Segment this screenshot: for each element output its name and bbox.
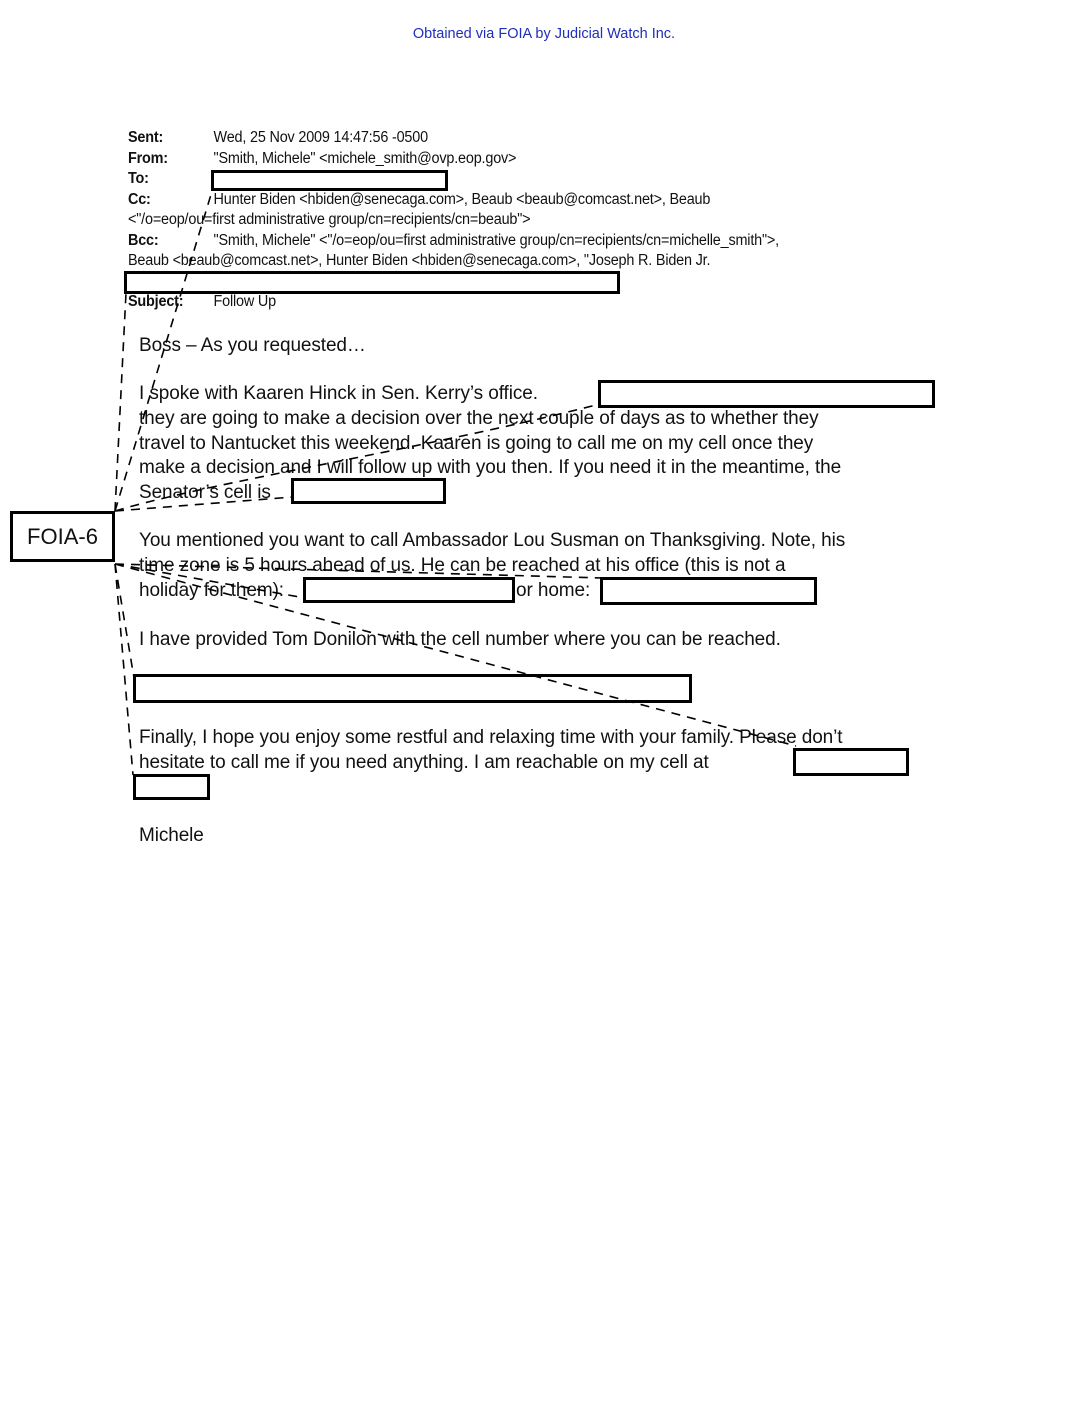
para2-line1: You mentioned you want to call Ambassador Lou Susman on Thanksgiving. Note, his bbox=[139, 530, 846, 551]
greeting: Boss – As you requested… bbox=[139, 335, 366, 356]
to-row bbox=[128, 169, 214, 190]
para2-line3a: holiday for them): bbox=[139, 579, 284, 601]
redaction-my-cell-part1 bbox=[793, 748, 909, 776]
cc-label: Cc: bbox=[128, 190, 151, 208]
sent-value: Wed, 25 Nov 2009 14:47:56 -0500 bbox=[213, 129, 428, 146]
signature: Michele bbox=[139, 825, 204, 846]
from-label: From: bbox=[128, 149, 168, 167]
redaction-senator-cell bbox=[291, 478, 446, 504]
para1-line3: travel to Nantucket this weekend. Kaaren is going to call me on my cell once they bbox=[139, 432, 814, 454]
bcc-row bbox=[128, 231, 779, 252]
para2-line3b: or home: bbox=[516, 579, 591, 601]
bcc-value-line2: Beaub <beaub@comcast.net>, Hunter Biden <hbiden@senecaga.com>, "Joseph R. Biden Jr. bbox=[128, 252, 711, 269]
bcc-row-cont bbox=[128, 251, 710, 272]
subject-row bbox=[128, 292, 276, 313]
para1-line2: they are going to make a decision over the next couple of days as to whether they bbox=[139, 408, 819, 429]
sent-row bbox=[128, 128, 428, 149]
cc-row-cont bbox=[128, 210, 530, 231]
to-label: To: bbox=[128, 170, 149, 187]
redaction-to bbox=[211, 170, 448, 191]
redaction-my-cell-part2 bbox=[133, 774, 210, 800]
foia-watermark: Obtained via FOIA by Judicial Watch Inc. bbox=[412, 26, 676, 42]
cc-value-line1: Hunter Biden <hbiden@senecaga.com>, Beaub <beaub@comcast.net>, Beaub bbox=[213, 190, 711, 208]
foia-exemption-label: FOIA-6 bbox=[10, 511, 115, 562]
leader-to-redaction-bcc bbox=[115, 293, 126, 511]
redaction-home-number bbox=[600, 577, 817, 605]
para4-line2: hesitate to call me if you need anything. I am reachable on my cell at bbox=[139, 751, 709, 773]
sent-label: Sent: bbox=[128, 129, 164, 146]
para1-line5: Senator’s cell is bbox=[139, 481, 271, 503]
redaction-bcc bbox=[124, 271, 620, 294]
leader-to-redaction-mycell2 bbox=[115, 564, 133, 775]
para2-line2: time zone is 5 hours ahead of us. He can be reached at his office (this is not a bbox=[139, 555, 786, 576]
bcc-value-line1: "Smith, Michele" <"/o=eop/ou=first administrative group/cn=recipients/cn=michelle_smith">, bbox=[213, 231, 779, 249]
redaction-office-number bbox=[303, 577, 515, 603]
para4-line1: Finally, I hope you enjoy some restful and relaxing time with your family. Please don’t bbox=[139, 727, 843, 748]
para1-line4: make a decision and I will follow up with you then. If you need it in the meantime, the bbox=[139, 457, 842, 478]
subject-value: Follow Up bbox=[213, 293, 276, 310]
cc-row bbox=[128, 190, 710, 211]
para1-line1: I spoke with Kaaren Hinck in Sen. Kerry’s office. bbox=[139, 383, 538, 404]
cc-value-line2: <"/o=eop/ou=first administrative group/cn=recipients/cn=beaub"> bbox=[128, 211, 531, 228]
redaction-kerry-office bbox=[598, 380, 935, 408]
from-row bbox=[128, 149, 516, 170]
redaction-paragraph bbox=[133, 674, 692, 703]
leader-to-redaction-paragraph bbox=[115, 564, 136, 690]
para3: I have provided Tom Donilon with the cell number where you can be reached. bbox=[139, 628, 781, 650]
subject-label: Subject: bbox=[128, 293, 184, 310]
bcc-label: Bcc: bbox=[128, 231, 159, 249]
from-value: "Smith, Michele" <michele_smith@ovp.eop.gov> bbox=[213, 149, 517, 167]
